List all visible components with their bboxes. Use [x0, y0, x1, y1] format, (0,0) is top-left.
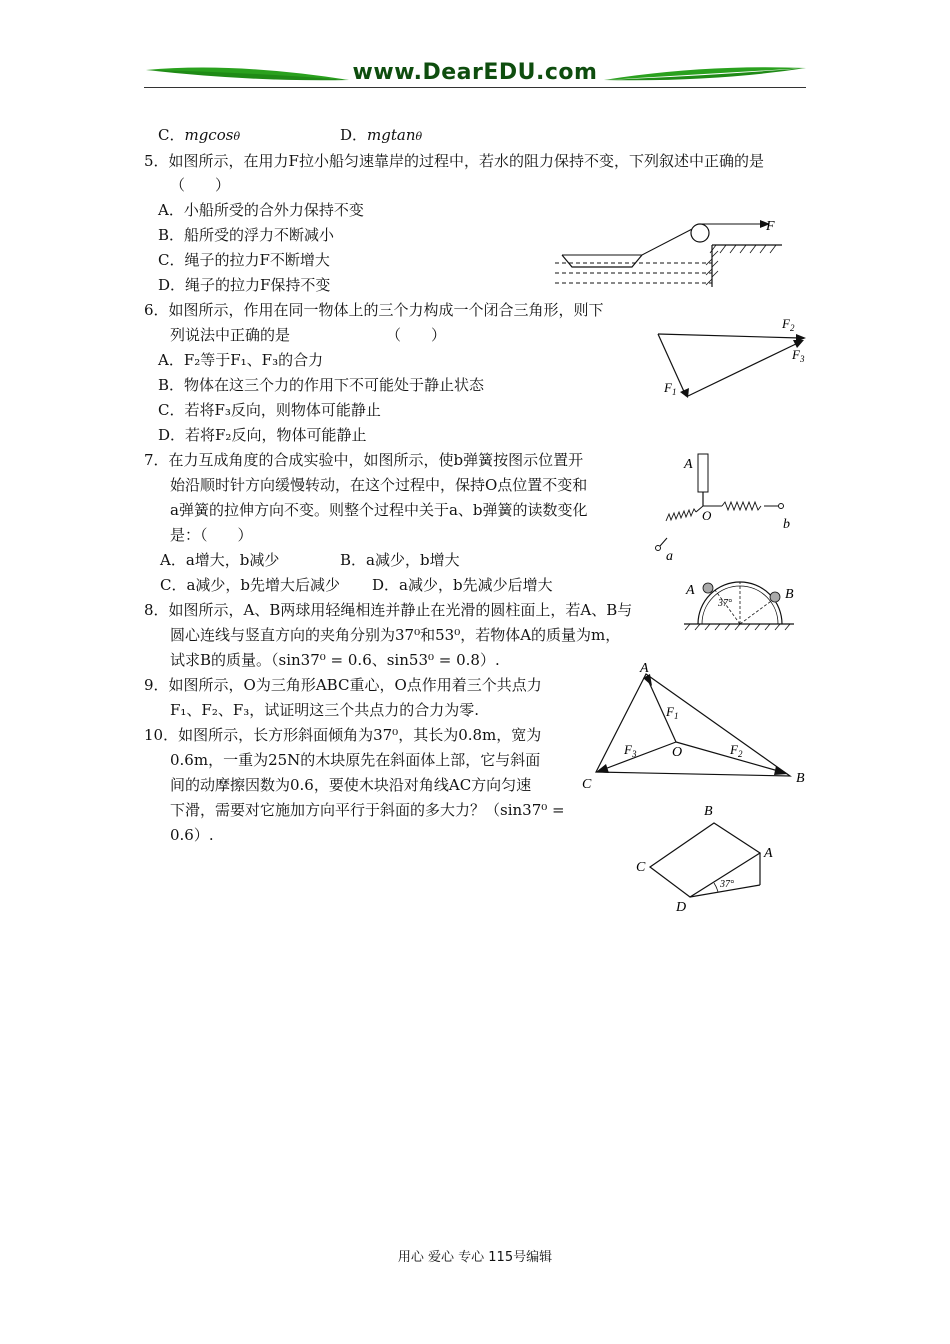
q5-answer-paren: （ ） — [170, 176, 231, 194]
svg-text:F: F — [624, 742, 632, 757]
svg-text:B: B — [785, 587, 794, 602]
svg-text:O: O — [672, 745, 683, 760]
svg-text:F: F — [666, 704, 674, 719]
q5-option-c: C．绳子的拉力F不断增大 — [158, 251, 330, 269]
svg-text:F: F — [730, 742, 738, 757]
q9-stem-line1: 9．如图所示，O为三角形ABC重心，O点作用着三个共点力 — [144, 676, 542, 694]
q10-incline-figure — [630, 805, 790, 917]
q5-stem: 5．如图所示，在用力F拉小船匀速靠岸的过程中，若水的阻力保持不变，下列叙述中正确的是 — [144, 152, 764, 170]
q7-stem-line4: 是：（ ） — [170, 526, 253, 544]
q5-option-a: A．小船所受的合外力保持不变 — [158, 201, 364, 219]
svg-text:2: 2 — [738, 749, 743, 759]
q4-option-d: D．mgtanθ — [340, 126, 423, 144]
q7-option-b: B．a减少，b增大 — [340, 551, 460, 569]
svg-text:F: F — [766, 219, 775, 234]
q5-boat-figure — [550, 205, 790, 295]
svg-text:A: A — [686, 583, 695, 598]
q10-stem-line2: 0.6m，一重为25N的木块原先在斜面体上部，它与斜面 — [170, 751, 541, 769]
q7-stem-line1: 7．在力互成角度的合成实验中，如图所示，使b弹簧按图示位置开 — [144, 451, 584, 469]
q7-stem-line3: a弹簧的拉伸方向不变。则整个过程中关于a、b弹簧的读数变化 — [170, 501, 588, 519]
svg-text:C: C — [582, 777, 592, 792]
svg-text:3: 3 — [800, 354, 805, 364]
svg-text:C: C — [636, 860, 646, 875]
q10-stem-line4: 下滑，需要对它施加方向平行于斜面的多大力？（sin37⁰ = — [170, 801, 565, 819]
svg-text:a: a — [666, 549, 673, 564]
svg-text:1: 1 — [674, 711, 679, 721]
svg-text:1: 1 — [672, 387, 677, 397]
q6-option-a: A．F₂等于F₁、F₃的合力 — [158, 351, 324, 369]
q10-stem-line5: 0.6）. — [170, 826, 214, 844]
q10-stem-line3: 间的动摩擦因数为0.6，要使木块沿对角线AC方向匀速 — [170, 776, 532, 794]
q7-stem-line2: 始沿顺时针方向缓慢转动，在这个过程中，保持O点位置不变和 — [170, 476, 588, 494]
q9-stem-line2: F₁、F₂、F₃，试证明这三个共点力的合力为零. — [170, 701, 480, 719]
q6-answer-paren: （ ） — [386, 326, 447, 344]
q6-option-b: B．物体在这三个力的作用下不可能处于静止状态 — [158, 376, 485, 394]
q6-option-d: D．若将F₂反向，物体可能静止 — [158, 426, 367, 444]
q8-stem-line1: 8．如图所示，A、B两球用轻绳相连并静止在光滑的圆柱面上，若A、B与 — [144, 601, 633, 619]
q9-triangle-figure — [580, 656, 810, 792]
page-footer: 用心 爱心 专心 115号编辑 — [397, 1250, 553, 1265]
q5-option-d: D．绳子的拉力F保持不变 — [158, 276, 331, 294]
svg-text:37°: 37° — [718, 598, 732, 609]
svg-text:A: A — [764, 846, 773, 861]
q7-option-c: C．a减少，b先增大后减少 — [160, 576, 341, 594]
svg-text:A: A — [684, 457, 693, 472]
q8-stem-line3: 试求B的质量。（sin37⁰ = 0.6、sin53⁰ = 0.8）. — [170, 651, 500, 669]
svg-text:F: F — [792, 347, 800, 362]
q5-option-b: B．船所受的浮力不断减小 — [158, 226, 335, 244]
svg-text:D: D — [676, 900, 687, 915]
svg-text:B: B — [704, 805, 713, 819]
svg-text:F: F — [782, 316, 790, 331]
svg-text:37°: 37° — [720, 879, 734, 890]
q4-option-c: C．mgcosθ — [158, 126, 241, 144]
svg-text:2: 2 — [790, 323, 795, 333]
svg-text:3: 3 — [632, 749, 637, 759]
svg-text:B: B — [796, 771, 805, 786]
q7-option-a: A．a增大，b减少 — [160, 551, 280, 569]
q7-option-d: D．a减少，b先减少后增大 — [372, 576, 553, 594]
q6-stem-line2: 列说法中正确的是 — [170, 326, 291, 344]
svg-text:b: b — [783, 517, 790, 532]
header-rule — [144, 87, 806, 88]
q8-stem-line2: 圆心连线与竖直方向的夹角分别为37⁰和53⁰，若物体A的质量为m， — [170, 626, 621, 644]
site-logo-text: www.DearEDU.com — [352, 60, 598, 85]
q6-stem-line1: 6．如图所示，作用在同一物体上的三个力构成一个闭合三角形，则下 — [144, 301, 604, 319]
svg-text:A: A — [640, 661, 649, 676]
svg-text:O: O — [702, 508, 712, 523]
q10-stem-line1: 10．如图所示，长方形斜面倾角为37⁰，其长为0.8m，宽为 — [144, 726, 542, 744]
svg-text:F: F — [664, 380, 672, 395]
q6-force-triangle-figure — [650, 312, 815, 404]
q8-cylinder-figure — [680, 572, 800, 632]
q6-option-c: C．若将F₃反向，则物体可能静止 — [158, 401, 381, 419]
q7-spring-figure — [650, 448, 810, 564]
